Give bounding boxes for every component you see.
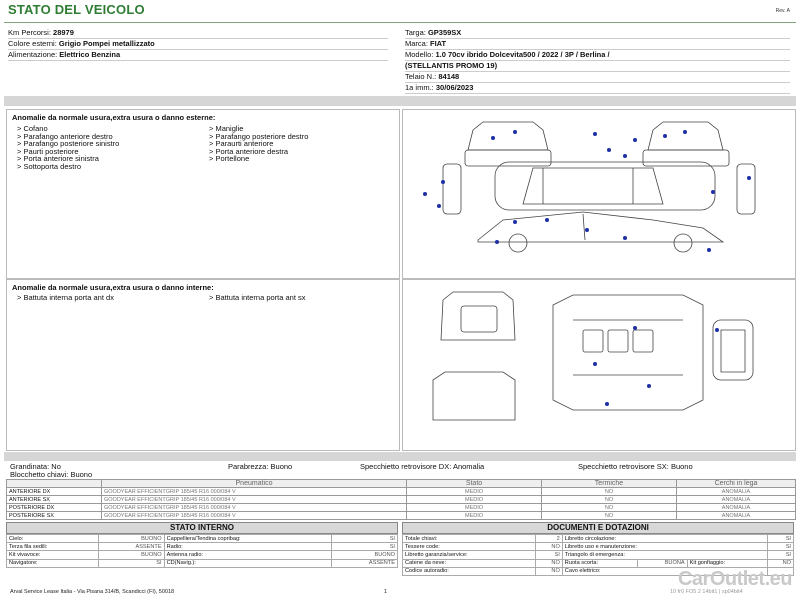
section-bar xyxy=(4,96,796,106)
table-header-row xyxy=(7,480,796,488)
list-item: > Maniglie xyxy=(209,124,244,133)
internal-damage-list-1 xyxy=(17,294,114,302)
mid-section-bar xyxy=(4,452,796,461)
table-header: Stato xyxy=(407,480,542,488)
table-row xyxy=(7,496,796,504)
kv-label: Cavo elettrico: xyxy=(562,567,767,575)
tyre-model: GOODYEAR EFFICIENTGRIP 185/45 R16 000/084 V xyxy=(102,488,407,496)
internal-car-diagram xyxy=(402,279,796,451)
fuel-field: Alimentazione: Elettrico Benzina xyxy=(8,49,388,61)
kv-label: Triangolo di emergenza: xyxy=(562,551,767,559)
kv-label: Catene da neve: xyxy=(403,559,536,567)
table-row xyxy=(7,504,796,512)
revision-label: Rev. A xyxy=(775,8,790,14)
kv-value: BUONO xyxy=(98,551,164,559)
footer-page-number: 1 xyxy=(384,589,388,595)
list-item: > Parafango posteriore destro xyxy=(209,131,309,141)
interior-state-table xyxy=(6,534,398,568)
external-damage-title: Anomalie da normale usura,extra usura o danno esterne: xyxy=(12,113,216,122)
kv-label: Cappelliera/Tendina copribag: xyxy=(164,535,331,543)
kv-value: NO xyxy=(767,559,793,567)
kv-label: Libretto uso e manutenzione: xyxy=(562,543,767,551)
key-block-status: Blocchetto chiavi: Buono xyxy=(10,470,93,479)
kv-label: CD(Navig.): xyxy=(164,559,331,567)
tyre-model: GOODYEAR EFFICIENTGRIP 185/45 R16 000/084 V xyxy=(102,504,407,512)
internal-damage-list-2 xyxy=(209,294,306,302)
kv-value: SI xyxy=(332,535,398,543)
documents-title: DOCUMENTI E DOTAZIONI xyxy=(402,522,794,534)
external-damage-panel xyxy=(6,109,400,279)
list-item: > Battuta interna porta ant dx xyxy=(17,293,114,302)
kv-value: SI xyxy=(536,551,562,559)
tyre-rims: ANOMALIA xyxy=(677,504,796,512)
kv-value: ASSENTE xyxy=(98,543,164,551)
kv-label: Libretto garanzia/service: xyxy=(403,551,536,559)
table-row xyxy=(7,535,398,543)
kv-label: Kit vivavoce: xyxy=(7,551,99,559)
table-row xyxy=(403,535,794,543)
kv-label: Tessere code: xyxy=(403,543,536,551)
tyre-rims: ANOMALIA xyxy=(677,496,796,504)
kv-label: Kit gonfiaggio: xyxy=(687,559,767,567)
watermark-logo: CarOutlet.eu xyxy=(677,568,792,590)
windshield-status: Parabrezza: Buono xyxy=(228,462,293,471)
tyre-state: MEDIO xyxy=(407,488,542,496)
list-item: > Parafango anteriore destro xyxy=(17,131,113,141)
registration-field: 1a imm.: 30/06/2023 xyxy=(405,82,790,94)
kv-value: BUONO xyxy=(332,551,398,559)
interior-state-box xyxy=(6,522,398,568)
kv-value: ASSENTE xyxy=(332,559,398,567)
title-divider xyxy=(4,22,796,23)
kv-value: SI xyxy=(767,551,793,559)
footer-reference: 10 fr0 FO5 2 14bit1 | sp04bit4 xyxy=(670,589,743,595)
table-header: Termiche xyxy=(542,480,677,488)
kv-value: SI xyxy=(332,543,398,551)
kv-label: Totale chiavi: xyxy=(403,535,536,543)
kv-label: Navigatore: xyxy=(7,559,99,567)
kv-value: 2 xyxy=(536,535,562,543)
color-field: Colore esterni: Grigio Pompei metallizzato xyxy=(8,38,388,50)
chassis-field: Telaio N.: 84148 xyxy=(405,71,790,83)
external-damage-list-1 xyxy=(17,125,119,171)
kv-label: Ruota scorta: xyxy=(562,559,638,567)
plate-field: Targa: GP359SX xyxy=(405,27,790,39)
kv-label: Terza fila sedili: xyxy=(7,543,99,551)
list-item: > Paurti posteriore xyxy=(17,146,79,156)
kv-label: Libretto circolazione: xyxy=(562,535,767,543)
list-item: > Porta anteriore sinistra xyxy=(17,154,99,164)
kv-value: NO xyxy=(536,559,562,567)
kv-value: SI xyxy=(767,535,793,543)
table-row xyxy=(7,559,398,567)
internal-damage-panel xyxy=(6,279,400,451)
list-item: > Sottoporta destro xyxy=(17,161,81,171)
km-field: Km Percorsi: 28979 xyxy=(8,27,388,39)
hail-status: Grandinata: No xyxy=(10,462,61,471)
tyre-position: ANTERIORE DX xyxy=(7,488,102,496)
footer-company: Arval Service Lease Italia - Via Pisana 314/B, Scandicci (FI), 50018 xyxy=(10,589,175,595)
internal-damage-title: Anomalie da normale usura,extra usura o danno interne: xyxy=(12,283,214,292)
external-damage-list-2 xyxy=(209,125,308,163)
kv-value: BUONA xyxy=(638,559,687,567)
tyre-thermal: NO xyxy=(542,504,677,512)
tyre-rims: ANOMALIA xyxy=(677,488,796,496)
model-field: Modello: 1.0 70cv ibrido Dolcevita500 / 2022 / 3P / Berlina / xyxy=(405,49,790,61)
table-row xyxy=(403,559,794,567)
kv-value: BUONO xyxy=(98,535,164,543)
tyre-position: ANTERIORE SX xyxy=(7,496,102,504)
kv-value: NO xyxy=(536,543,562,551)
table-row xyxy=(7,543,398,551)
list-item: > Parafango posteriore sinistro xyxy=(17,139,120,149)
kv-label: Radio: xyxy=(164,543,331,551)
external-car-diagram xyxy=(402,109,796,279)
tyres-table xyxy=(6,479,796,520)
kv-label: Cielo: xyxy=(7,535,99,543)
mirror-dx-status: Specchietto retrovisore DX: Anomalia xyxy=(360,462,485,471)
model-field-cont: (STELLANTIS PROMO 19) xyxy=(405,60,790,72)
kv-label: Codice autoradio: xyxy=(403,567,536,575)
kv-value: SI xyxy=(98,559,164,567)
tyre-position: POSTERIORE DX xyxy=(7,504,102,512)
list-item: > Paraurti anteriore xyxy=(209,139,274,149)
tyre-state: MEDIO xyxy=(407,512,542,520)
kv-value: NO xyxy=(536,567,562,575)
tyre-thermal: NO xyxy=(542,488,677,496)
table-row xyxy=(403,551,794,559)
list-item: > Portellone xyxy=(209,154,250,164)
brand-field: Marca: FIAT xyxy=(405,38,790,50)
tyre-state: MEDIO xyxy=(407,496,542,504)
table-row xyxy=(7,488,796,496)
table-header: Pneumatico xyxy=(102,480,407,488)
tyre-position: POSTERIORE SX xyxy=(7,512,102,520)
table-header: Cerchi in lega xyxy=(677,480,796,488)
interior-state-title: STATO INTERNO xyxy=(6,522,398,534)
list-item: > Porta anteriore destra xyxy=(209,146,289,156)
tyre-rims: ANOMALIA xyxy=(677,512,796,520)
mirror-sx-status: Specchietto retrovisore SX: Buono xyxy=(578,462,693,471)
kv-label: Antenna radio: xyxy=(164,551,331,559)
table-header xyxy=(7,480,102,488)
list-item: > Cofano xyxy=(17,124,48,133)
table-row xyxy=(7,551,398,559)
kv-value: SI xyxy=(767,543,793,551)
tyre-state: MEDIO xyxy=(407,504,542,512)
tyre-thermal: NO xyxy=(542,512,677,520)
tyre-thermal: NO xyxy=(542,496,677,504)
tyre-model: GOODYEAR EFFICIENTGRIP 185/45 R16 000/084 V xyxy=(102,512,407,520)
tyre-model: GOODYEAR EFFICIENTGRIP 185/45 R16 000/084 V xyxy=(102,496,407,504)
table-row xyxy=(7,512,796,520)
table-row xyxy=(403,543,794,551)
list-item: > Battuta interna porta ant sx xyxy=(209,293,306,302)
page-title: STATO DEL VEICOLO xyxy=(8,2,145,17)
